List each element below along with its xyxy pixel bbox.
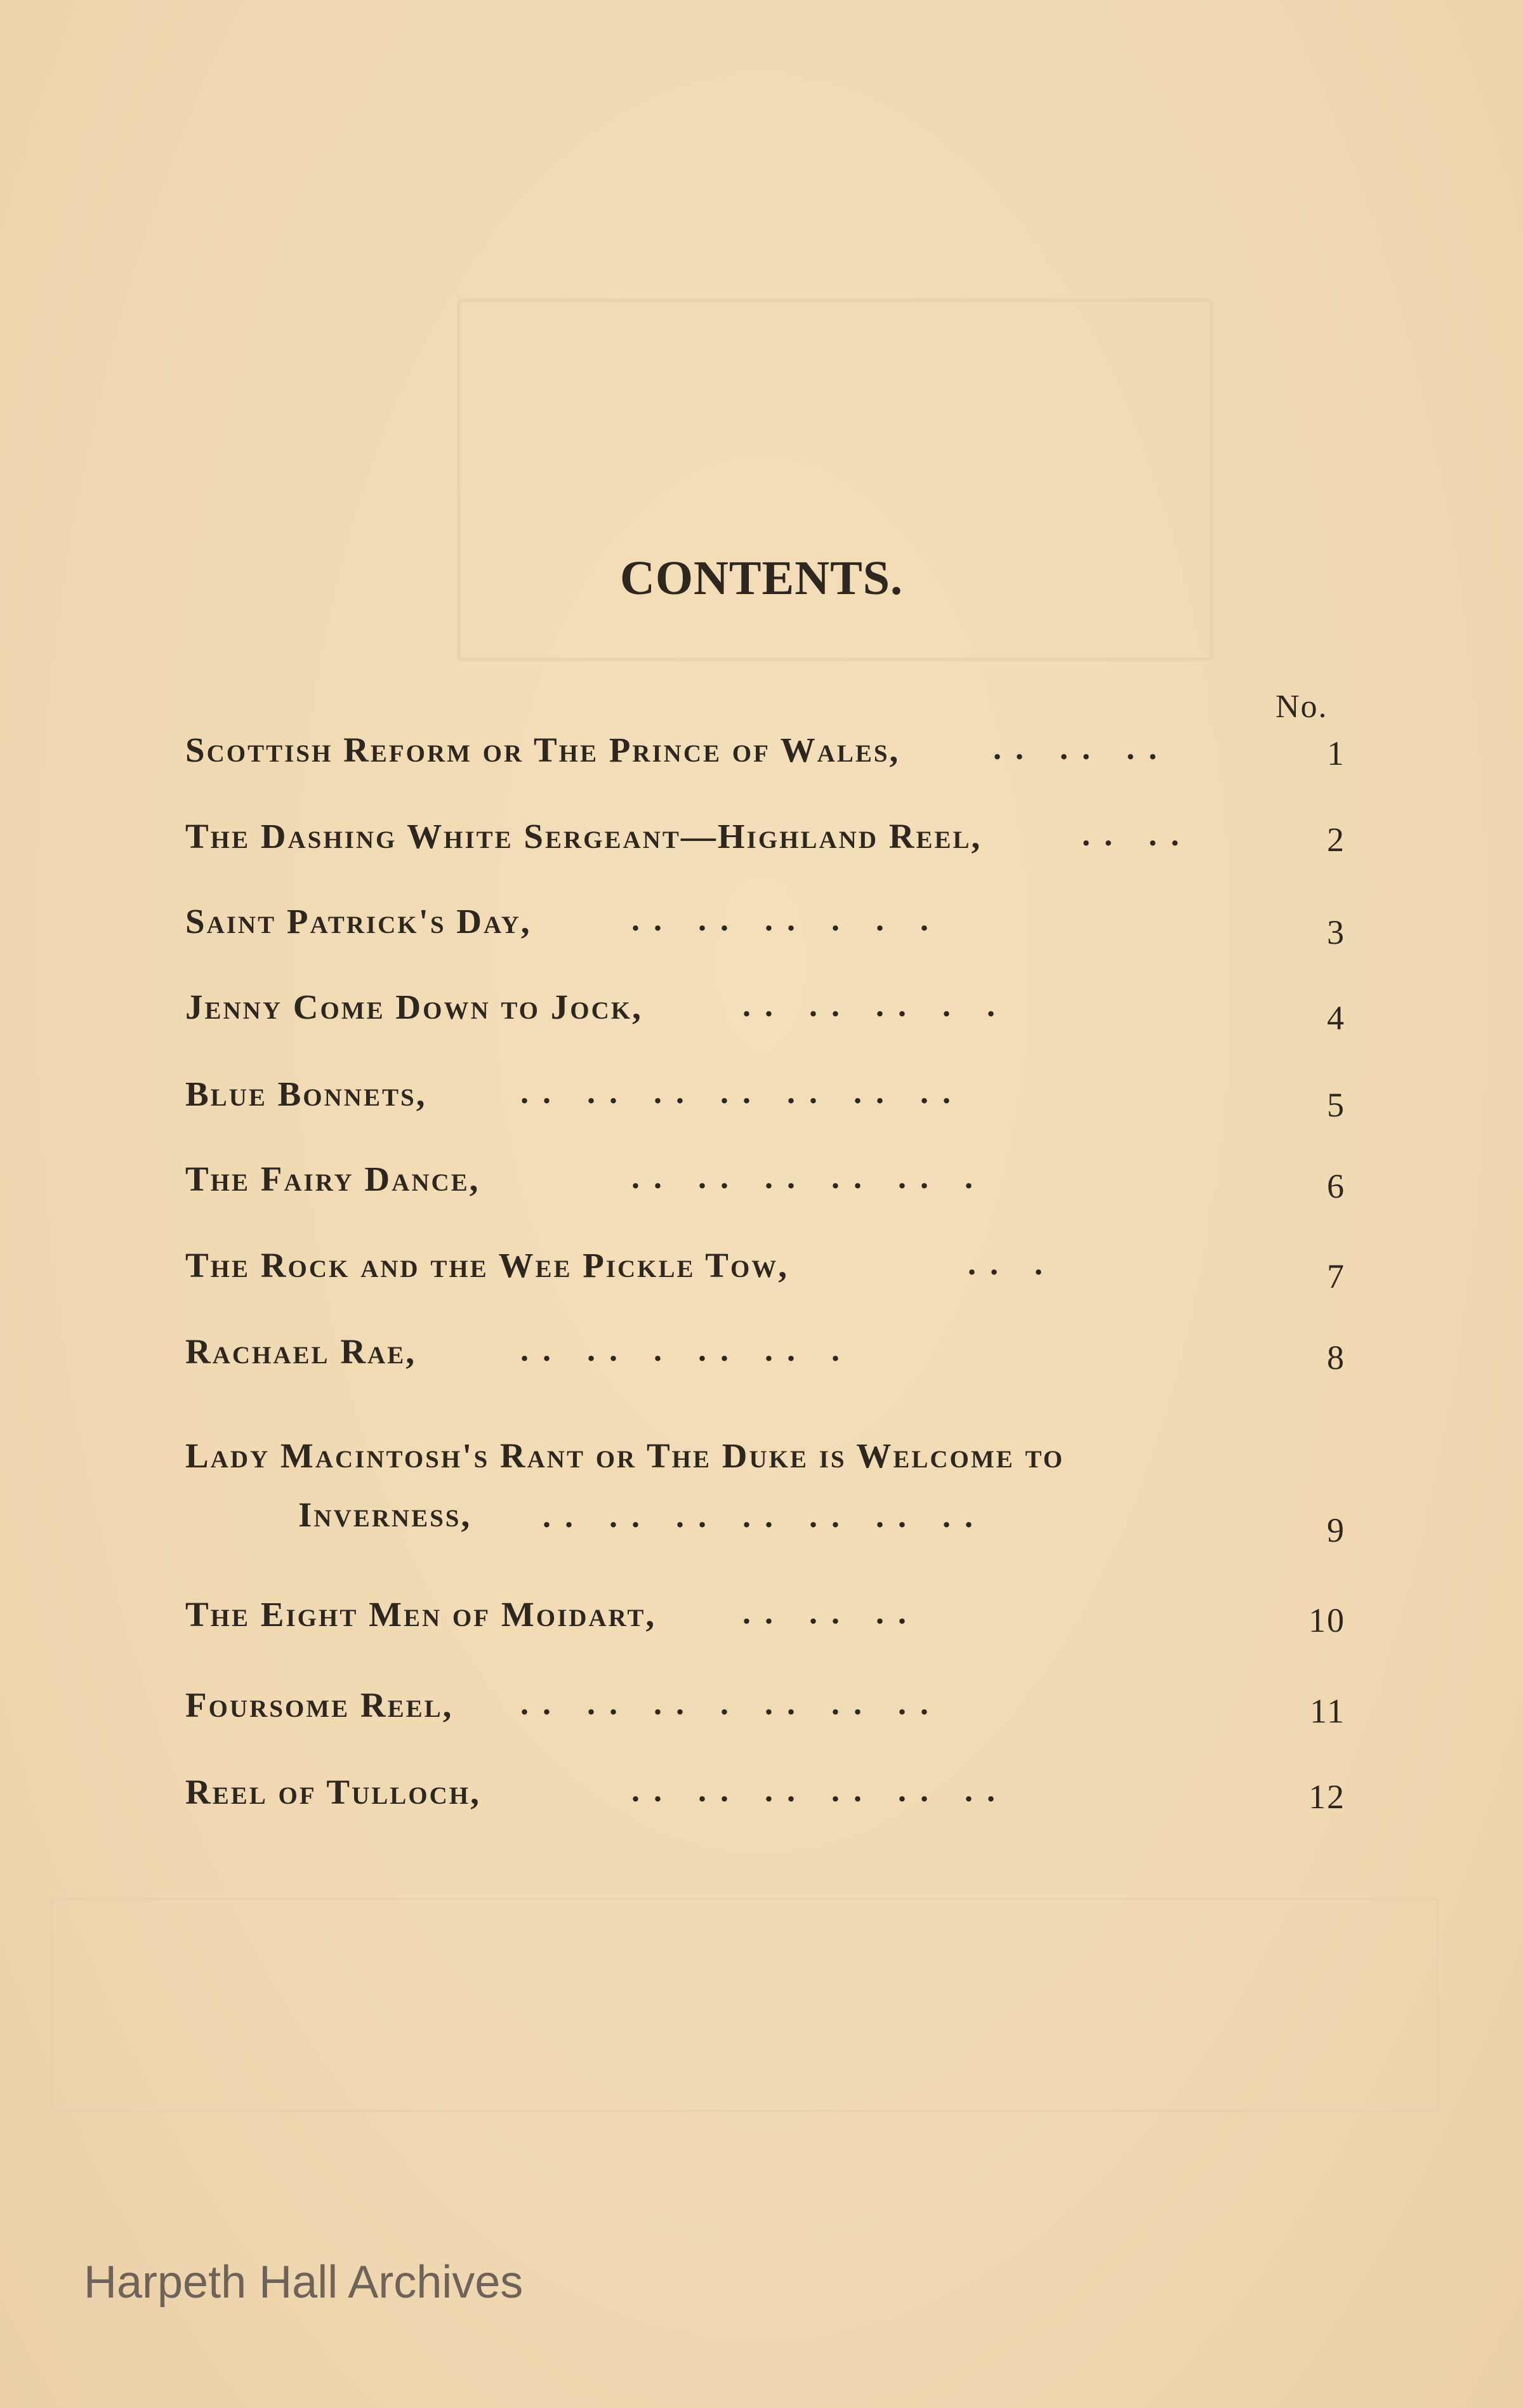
toc-entry-leader: .. .. .. .. .. ..: [631, 1773, 1009, 1809]
toc-entry-number: 8: [1327, 1339, 1345, 1377]
toc-entry-leader: .. .. .. .. .. .: [631, 1160, 987, 1196]
toc-entry-title: Blue Bonnets,: [185, 1075, 427, 1113]
toc-entry-leader: .. .. .. .. .. .. ..: [543, 1498, 987, 1535]
toc-entry-leader: .. .. ..: [993, 731, 1171, 767]
toc-entry-leader: .. .. .. . . .: [631, 902, 942, 938]
toc-entry-number: 7: [1327, 1257, 1345, 1295]
toc-entry-title: Lady Macintosh's Rant or The Duke is Welcome to: [185, 1436, 1065, 1475]
toc-entry-leader: .. .. ..: [742, 1595, 920, 1631]
toc-entry-title: Saint Patrick's Day,: [185, 902, 532, 941]
toc-entry-title: Foursome Reel,: [185, 1686, 454, 1724]
toc-entry-number: 3: [1327, 913, 1345, 951]
toc-entry-number: 12: [1309, 1778, 1345, 1816]
number-column-header: No.: [1276, 689, 1328, 725]
toc-entry-title: Reel of Tulloch,: [185, 1773, 481, 1811]
toc-entry-leader: .. .. .. .. .. .. ..: [520, 1075, 965, 1111]
toc-entry-title: The Eight Men of Moidart,: [185, 1595, 657, 1634]
toc-entry-leader: .. .: [968, 1246, 1057, 1282]
page-title: CONTENTS.: [619, 552, 904, 605]
toc-entry-leader: .. ..: [1082, 817, 1193, 853]
toc-entry-title-continuation: Inverness,: [298, 1495, 472, 1534]
toc-entry-number: 2: [1327, 821, 1345, 859]
toc-entry-leader: .. .. .. . .: [742, 988, 1009, 1024]
archive-watermark: Harpeth Hall Archives: [84, 2257, 524, 2308]
toc-entry-number: 10: [1309, 1601, 1345, 1639]
toc-entry-title: The Fairy Dance,: [185, 1160, 480, 1198]
toc-entry-number: 11: [1310, 1692, 1345, 1730]
toc-entry-leader: .. .. . .. .. .: [520, 1332, 854, 1368]
toc-entry-leader: .. .. .. . .. .. ..: [520, 1686, 942, 1722]
toc-entry-title: The Dashing White Sergeant—Highland Reel,: [185, 817, 982, 856]
toc-entry-title: Jenny Come Down to Jock,: [185, 988, 643, 1026]
toc-entry-number: 9: [1327, 1511, 1345, 1549]
bleed-through-panel: [51, 1898, 1439, 2112]
toc-entry-number: 5: [1327, 1086, 1345, 1124]
toc-entry-number: 4: [1327, 999, 1345, 1037]
toc-entry-title: Rachael Rae,: [185, 1332, 416, 1371]
toc-entry-number: 1: [1327, 734, 1345, 772]
toc-entry-title: The Rock and the Wee Pickle Tow,: [185, 1246, 789, 1285]
toc-entry-title: Scottish Reform or The Prince of Wales,: [185, 731, 900, 769]
bleed-through-figure: [457, 298, 1213, 661]
toc-entry-number: 6: [1327, 1167, 1345, 1205]
